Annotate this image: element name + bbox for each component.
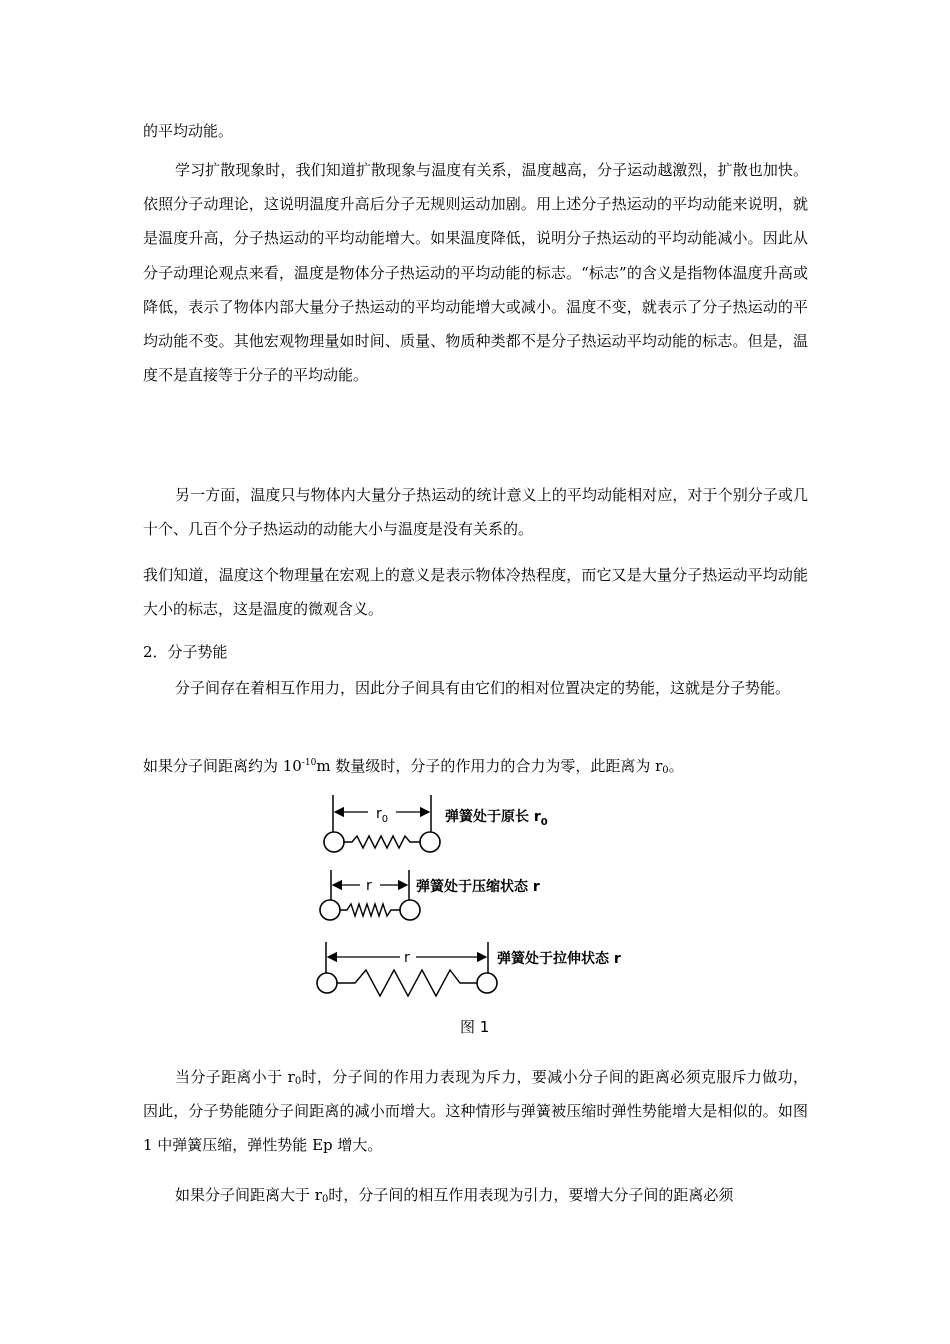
molecule-ball — [420, 832, 440, 852]
figure-caption: 图 1 — [460, 1018, 490, 1036]
paragraph-temperature-meaning: 我们知道，温度这个物理量在宏观上的意义是表示物体冷热程度，而它又是大量分子热运动平均动能大小的标志，这是温度的微观含义。 — [143, 566, 808, 619]
paragraph-attraction: 如果分子间距离大于 $r_0$时，分子间的相互作用表现为引力，要增大分子间的距离必须 — [175, 1186, 734, 1205]
molecule-ball — [324, 832, 344, 852]
paragraph-statistical: 另一方面，温度只与物体内大量分子热运动的统计意义上的平均动能相对应，对于个别分子或几十个、几百个分子热运动的动能大小与温度是没有关系的。 — [143, 486, 808, 539]
section-heading: 2．分子势能 — [143, 643, 228, 661]
spring-natural-length — [324, 795, 548, 852]
spring1-label: 弹簧处于原长 $r_0$ — [445, 809, 548, 828]
spring-compressed — [320, 870, 540, 920]
paragraph-repulsion: 当分子距离小于 $r_0$时，分子间的作用力表现为斥力，要减小分子间的距离必须克服斥力做功，因此，分子势能随分子间距离的减小而增大。这种情形与弹簧被压缩时弹性势能增大是相似的。如图 1 中弹簧压缩，弹性势能 Ep 增大。 — [143, 1068, 808, 1155]
paragraph-potential-energy: 分子间存在着相互作用力，因此分子间具有由它们的相对位置决定的势能，这就是分子势能。 — [175, 679, 791, 697]
spring-stretched — [317, 942, 621, 996]
r-symbol: r — [366, 878, 372, 894]
paragraph-diffusion: 学习扩散现象时，我们知道扩散现象与温度有关系，温度越高，分子运动越激烈，扩散也加快。依照分子动理论，这说明温度升高后分子无规则运动加剧。用上述分子热运动的平均动能来说明，就是温度升高，分子热运动的平均动能增大。如果温度降低，说明分子热运动的平均动能减小。因此从分子动理论观点来看，温度是物体分子热运动的平均动能的标志。“标志”的含义是指物体温度升高或降低，表示了物体内部大量分子热运动的平均动能增大或减小。温度不变，就表示了分子热运动的平均动能不变。其他宏观物理量如时间、质量、物质种类都不是分子热运动平均动能的标志。但是，温度不是直接等于分子的平均动能。 — [143, 161, 808, 385]
spring2-label: 弹簧处于压缩状态 r — [416, 879, 540, 895]
spring3-label: 弹簧处于拉伸状态 r — [497, 951, 621, 967]
spring-coil — [344, 836, 420, 848]
paragraph-r0-definition: 如果分子间距离约为 $10^{-10}m$ 数量级时，分子的作用力的合力为零，此距离为 $r_0$。 — [143, 757, 684, 776]
spring-figure — [300, 790, 660, 1010]
paragraph-continuation: 的平均动能。 — [143, 122, 234, 140]
r0-symbol: $r_0$ — [376, 806, 389, 825]
molecule-ball — [400, 900, 420, 920]
r-symbol: r — [404, 950, 410, 966]
molecule-ball — [477, 973, 497, 993]
molecule-ball — [317, 973, 337, 993]
spring-coil — [340, 904, 400, 916]
molecule-ball — [320, 900, 340, 920]
spring-coil — [337, 970, 477, 996]
